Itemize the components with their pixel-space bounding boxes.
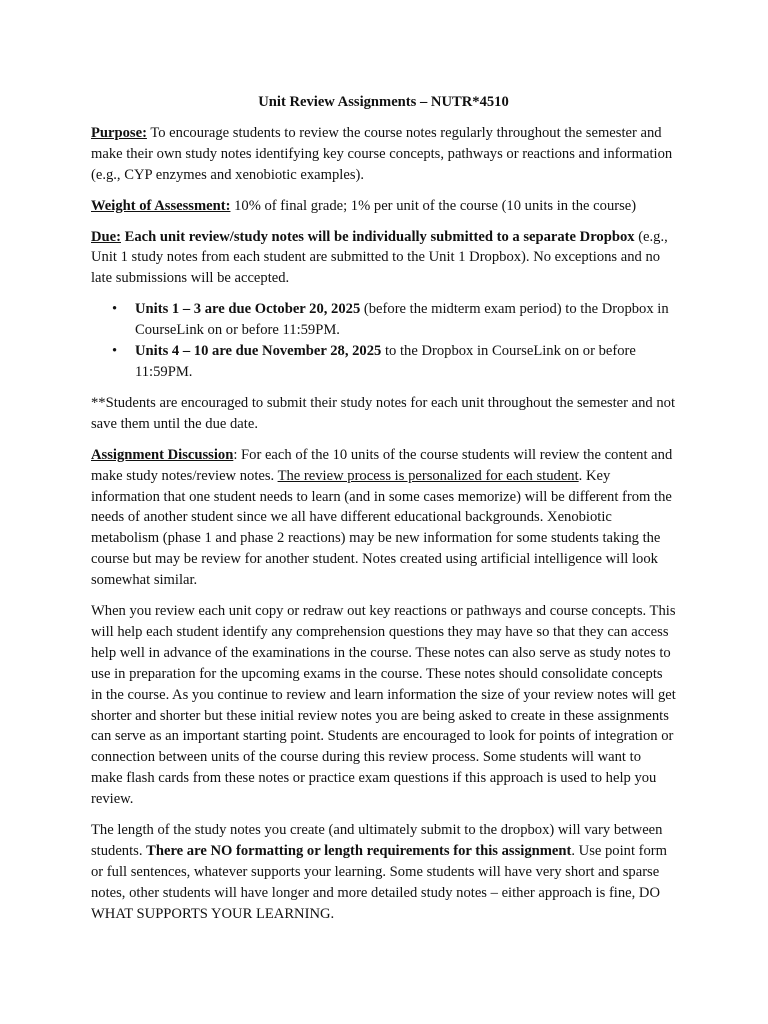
length-paragraph xyxy=(91,820,676,925)
due-bold-text: Each unit review/study notes will be individually submitted to a separate Dropbox xyxy=(121,228,635,245)
purpose-paragraph xyxy=(91,123,676,186)
purpose-text: To encourage students to review the course notes regularly throughout the semester and make their own study notes identifying key course concepts, pathways or reactions and information (e.g., CYP enzymes and xenobiotic examples). xyxy=(91,124,673,183)
weight-text: 10% of final grade; 1% per unit of the course (10 units in the course) xyxy=(230,197,637,214)
due-paragraph xyxy=(91,227,676,290)
discussion-underlined: The review process is personalized for each student xyxy=(277,467,579,484)
discussion-text-2: . Key information that one student needs to learn (and in some cases memorize) will be different from the needs of another student since we all have different educational backgrounds. Xenobiotic metabolism (phase 1 and phase 2 reactions) may be new information for some students taking the course but may be review for another student. Notes created using artificial intelligence will look somewhat similar. xyxy=(91,467,672,589)
review-paragraph: When you review each unit copy or redraw out key reactions or pathways and course concepts. This will help each student identify any comprehension questions they may have so that they can access help well in advance of the examinations in the course. These notes can also serve as study notes to use in preparation for the upcoming exams in the course. These notes should consolidate concepts in the course. As you continue to review and learn information the size of your review notes will get shorter and shorter but these initial review notes you are being asked to create in these assignments can serve as an important starting point. Students are encouraged to look for points of integration or connection between units of the course during this review process. Some students will want to make flash cards from these notes or practice exam questions if this approach is used to help you review. xyxy=(91,603,676,808)
due-item-bold: Units 1 – 3 are due October 20, 2025 xyxy=(135,301,361,318)
due-item-text: (before the midterm exam period) to the Dropbox in CourseLink on or before 11:59PM. xyxy=(135,301,669,339)
weight-label: Weight of Assessment: xyxy=(91,197,231,214)
discussion-label: Assignment Discussion xyxy=(91,446,234,463)
length-text-2: . Use point form or full sentences, whatever supports your learning. Some students will have very short and sparse notes, other students will have longer and more detailed study notes – either approach is fine, DO WHAT SUPPORTS YOUR LEARNING. xyxy=(91,843,668,922)
due-text: (e.g., Unit 1 study notes from each student are submitted to the Unit 1 Dropbox). No exceptions and no late submissions will be accepted. xyxy=(91,228,668,287)
due-item-text: to the Dropbox in CourseLink on or before 11:59PM. xyxy=(135,343,636,380)
purpose-label: Purpose: xyxy=(91,124,147,141)
list-item xyxy=(112,299,676,341)
length-bold: There are NO formatting or length requirements for this assignment xyxy=(146,843,572,859)
note-paragraph: **Students are encouraged to submit their study notes for each unit throughout the semester and not save them until the due date. xyxy=(91,394,676,432)
bullet-icon: • xyxy=(112,301,118,318)
page-title: Unit Review Assignments – NUTR*4510 xyxy=(258,94,509,110)
discussion-text-1: : For each of the 10 units of the course students will review the content and make study notes/review notes. xyxy=(91,446,673,484)
due-label: Due: xyxy=(91,228,121,245)
bullet-icon: • xyxy=(112,343,118,360)
due-list xyxy=(91,299,676,383)
discussion-paragraph xyxy=(91,445,676,591)
length-text-1: The length of the study notes you create (and ultimately submit to the dropbox) will vary between students. xyxy=(91,822,663,859)
list-item xyxy=(112,341,676,383)
due-item-bold: Units 4 – 10 are due November 28, 2025 xyxy=(135,343,382,360)
weight-paragraph xyxy=(91,196,676,217)
